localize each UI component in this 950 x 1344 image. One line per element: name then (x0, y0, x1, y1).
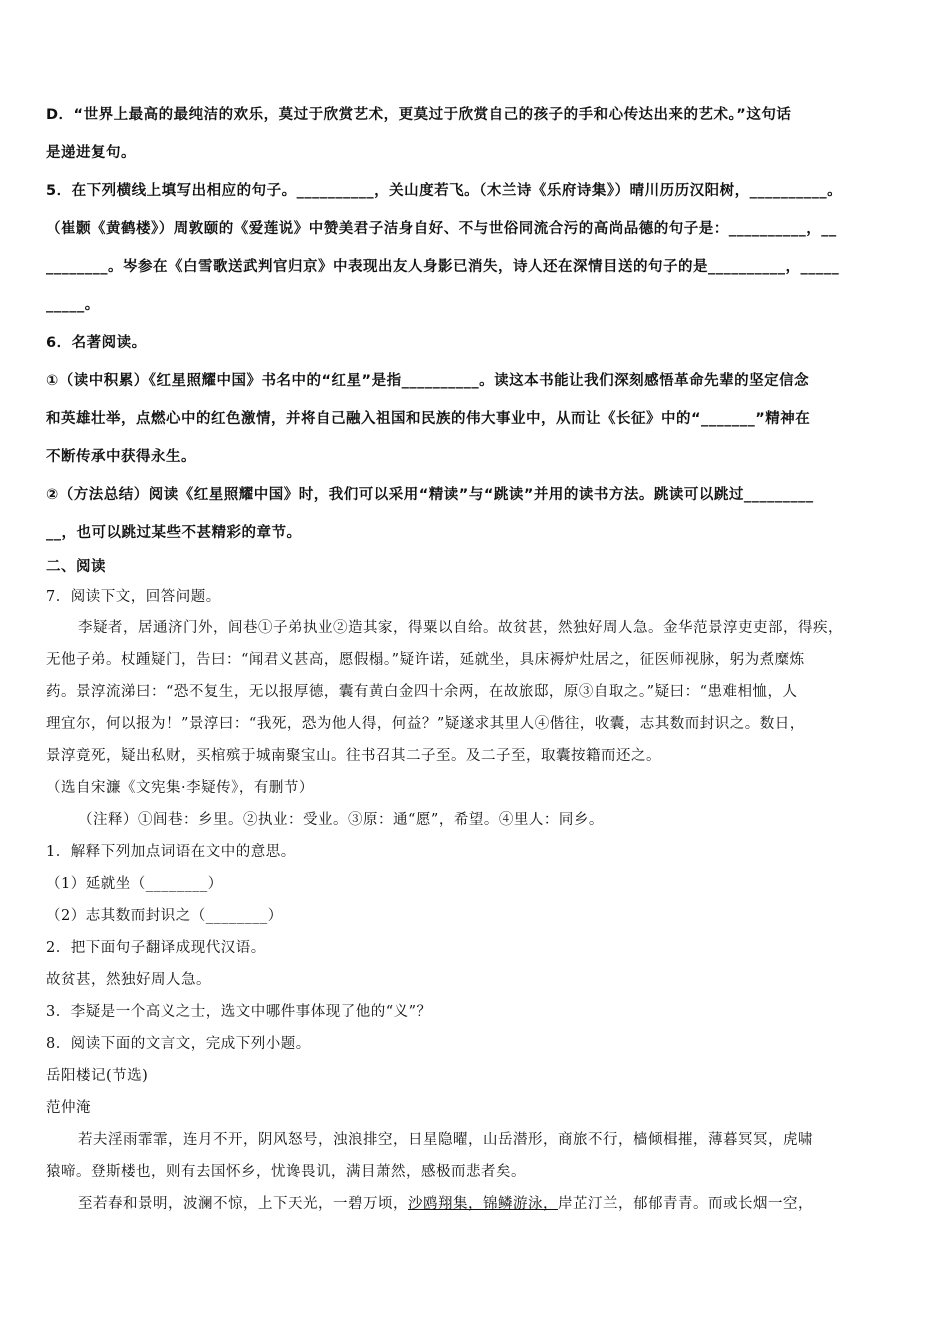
q5-line: ________。岑参在《白雪歌送武判官归京》中表现出友人身影已消失，诗人还在深情目送的句子的是__________，_____ (46, 259, 840, 275)
q7-sub1: 1．解释下列加点词语在文中的意思。 (46, 844, 296, 860)
q7-passage-line: 景淳竟死，疑出私财，买棺殡于城南聚宝山。往书召其二子至。及二子至，取囊按籍而还之。 (46, 748, 661, 764)
q7-passage-line: 理宜尔，何以报为！”景淳曰：“我死，恐为他人得，何益？”疑遂求其里人④偕往，收囊，志其数而封识之。数日， (46, 716, 805, 732)
q7-sub3: 3．李疑是一个高义之士，选文中哪件事体现了他的“义”？ (46, 1004, 432, 1020)
q8-title: 8．阅读下面的文言文，完成下列小题。 (46, 1036, 311, 1052)
q7-sub1-item: （2）志其数而封识之（________） (46, 908, 283, 924)
q7-notes: （注释）①闾巷：乡里。②执业：受业。③原：通“愿”，希望。④里人：同乡。 (78, 812, 604, 828)
q6-part1-line: ①（读中积累）《红星照耀中国》书名中的“红星”是指__________。读这本书能让我们深刻感悟革命先辈的坚定信念 (46, 373, 810, 389)
q7-passage-line: 无他子弟。杖踵疑门，告曰：“闻君义甚高，愿假榻。”疑许诺，延就坐，具床褥炉灶居之，征医师视脉，躬为煮糜炼 (46, 652, 805, 668)
q6-title: 6．名著阅读。 (46, 335, 147, 351)
q6-part2-line: __，也可以跳过某些不甚精彩的章节。 (46, 525, 302, 541)
q4-option-d-line: D．“世界上最高的最纯洁的欢乐，莫过于欣赏艺术，更莫过于欣赏自己的孩子的手和心传达出来的艺术。”这句话 (46, 107, 792, 123)
q7-passage-line: 李疑者，居通济门外，闾巷①子弟执业②造其家，得粟以自给。故贫甚，然独好周人急。金华范景淳吏吏部，得疾， (78, 620, 843, 636)
q6-part2-line: ②（方法总结）阅读《红星照耀中国》时，我们可以采用“精读”与“跳读”并用的读书方法。跳读可以跳过_________ (46, 487, 814, 503)
q8-passage-line (46, 1188, 908, 1220)
q6-part1-line: 和英雄壮举，点燃心中的红色激情，并将自己融入祖国和民族的伟大事业中，从而让《长征》中的“_______”精神在 (46, 411, 811, 427)
section-heading: 二、阅读 (46, 559, 106, 575)
q7-source: （选自宋濂《文宪集·李疑传》，有删节） (46, 780, 314, 796)
q4-option-d-line: 是递进复句。 (46, 145, 136, 161)
q8-passage-segment: 岸芷汀兰，郁郁青青。而或长烟一空， (558, 1196, 813, 1212)
q7-sub2: 2．把下面句子翻译成现代汉语。 (46, 940, 266, 956)
document-page (46, 96, 908, 1220)
q8-passage-line: 猿啼。登斯楼也，则有去国怀乡，忧谗畏讥，满目萧然，感极而悲者矣。 (46, 1164, 526, 1180)
q8-text-title: 岳阳楼记(节选) (46, 1068, 149, 1084)
q6-part1-line: 不断传承中获得永生。 (46, 449, 196, 465)
q5-line: 5．在下列横线上填写出相应的句子。__________，关山度若飞。（木兰诗《乐府诗集》）晴川历历汉阳树，__________。 (46, 183, 843, 199)
q8-passage-line: 若夫淫雨霏霏，连月不开，阴风怒号，浊浪排空，日星隐曜，山岳潜形，商旅不行，樯倾楫摧，薄暮冥冥，虎啸 (78, 1132, 813, 1148)
q7-passage-line: 药。景淳流涕曰：“恐不复生，无以报厚德，囊有黄白金四十余两，在故旅邸，原③自取之。”疑曰：“患难相恤，人 (46, 684, 798, 700)
q7-sub2-sentence: 故贫甚，然独好周人急。 (46, 972, 211, 988)
q8-passage-segment: 至若春和景明，波澜不惊，上下天光，一碧万顷， (78, 1196, 408, 1212)
q5-line: （崔颢《黄鹤楼》）周敦颐的《爱莲说》中赞美君子洁身自好、不与世俗同流合污的高尚品德的句子是：__________，__ (46, 221, 837, 237)
q7-sub1-item: （1）延就坐（________） (46, 876, 223, 892)
q7-title: 7．阅读下文，回答问题。 (46, 589, 221, 605)
q8-underlined-phrase: 沙鸥翔集，锦鳞游泳， (408, 1196, 558, 1212)
q5-line: _____。 (46, 297, 100, 313)
q8-author: 范仲淹 (46, 1100, 91, 1116)
